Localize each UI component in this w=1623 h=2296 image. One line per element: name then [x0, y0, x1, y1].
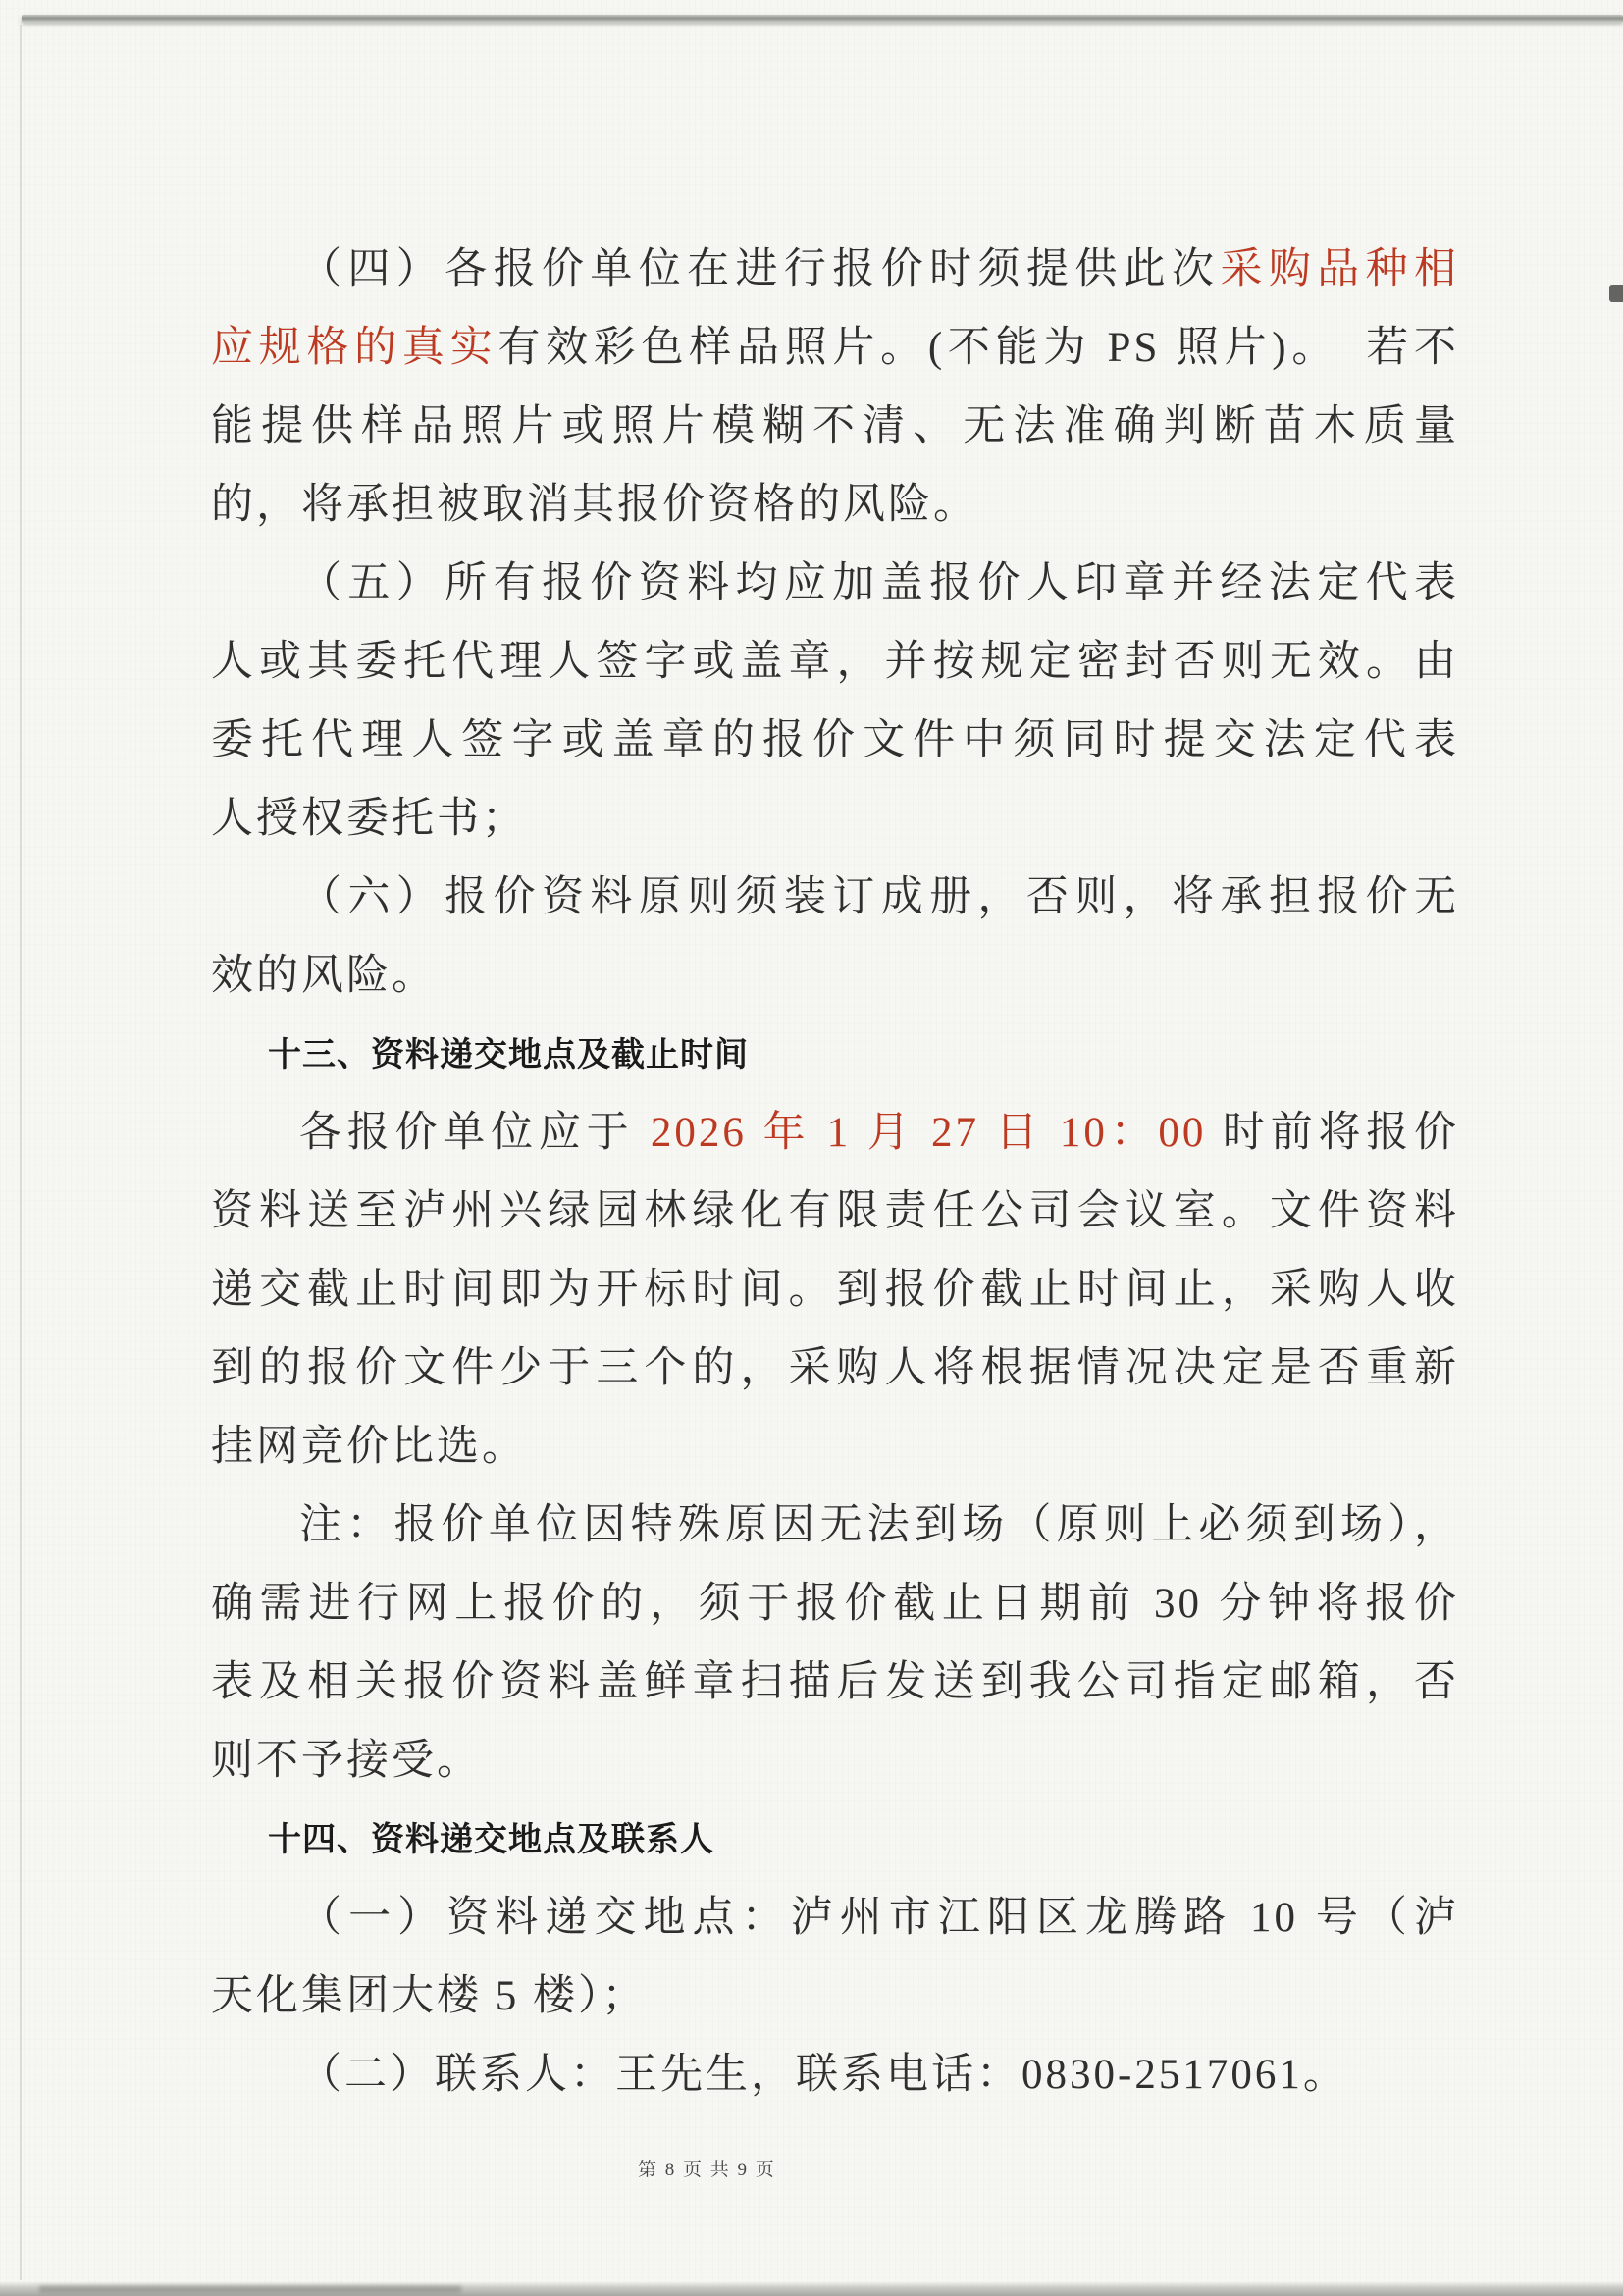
text-line	[211, 1251, 1459, 1330]
document-body	[211, 231, 1459, 2114]
text-run: 时前将报价	[1206, 1110, 1460, 1156]
text-run: 十三、资料递交地点及截止时间	[268, 1036, 749, 1073]
text-run: 人或其委托代理人签字或盖章，并按规定密封否则无效。由	[211, 639, 1459, 685]
text-run: 确需进行网上报价的，须于报价截止日期前 30 分钟将报价	[211, 1581, 1459, 1627]
text-line	[211, 466, 1459, 545]
text-line	[211, 1094, 1459, 1173]
text-line	[211, 1644, 1459, 1722]
scan-artifact-top-strip	[22, 15, 1623, 23]
text-run: 的，将承担被取消其报价资格的风险。	[211, 482, 978, 528]
text-run: 人授权委托书；	[211, 796, 527, 842]
text-line	[211, 1408, 1459, 1487]
text-run: 表及相关报价资料盖鲜章扫描后发送到我公司指定邮箱，否	[211, 1659, 1459, 1705]
scan-artifact-bottom-smudge	[39, 2286, 461, 2293]
text-run: （四）各报价单位在进行报价时须提供此次	[299, 246, 1221, 292]
text-line	[211, 1565, 1459, 1644]
section-heading	[211, 1800, 1459, 1879]
text-line	[211, 1487, 1459, 1565]
text-line	[211, 702, 1459, 780]
text-run: （五）所有报价资料均应加盖报价人印章并经法定代表	[299, 560, 1459, 606]
text-line	[211, 1957, 1459, 2036]
text-line	[211, 545, 1459, 623]
text-run: 效的风险。	[211, 953, 437, 999]
text-run: 各报价单位应于	[299, 1110, 651, 1156]
text-run: （一）资料递交地点：泸州市江阳区龙腾路 10 号（泸	[299, 1895, 1459, 1941]
text-line	[211, 388, 1459, 466]
text-line	[211, 1722, 1459, 1800]
text-line	[211, 231, 1459, 309]
text-line	[211, 937, 1459, 1016]
text-run: （二）联系人：王先生，联系电话：0830-2517061。	[299, 2052, 1348, 2098]
section-heading	[211, 1016, 1459, 1094]
text-line	[211, 859, 1459, 937]
text-line	[211, 1879, 1459, 1957]
text-run: 注：报价单位因特殊原因无法到场（原则上必须到场），	[299, 1502, 1459, 1548]
text-run: 则不予接受。	[211, 1738, 482, 1784]
text-run: 天化集团大楼 5 楼）；	[211, 1973, 648, 2019]
text-run: （六）报价资料原则须装订成册，否则，将承担报价无	[299, 874, 1459, 920]
text-line	[211, 309, 1459, 388]
text-line	[211, 623, 1459, 702]
text-run: 能提供样品照片或照片模糊不清、无法准确判断苗木质量	[211, 403, 1459, 449]
scan-artifact-right-mark	[1609, 285, 1623, 302]
page-number: 第 8 页 共 9 页	[638, 2160, 776, 2180]
highlighted-red-text: 应规格的真实	[211, 325, 498, 371]
text-line	[211, 1173, 1459, 1251]
highlighted-red-text: 采购品种相	[1220, 246, 1460, 292]
text-line	[211, 2036, 1459, 2114]
text-run: 资料送至泸州兴绿园林绿化有限责任公司会议室。文件资料	[211, 1188, 1459, 1234]
scan-artifact-left-edge	[20, 25, 22, 2280]
text-run: 有效彩色样品照片。(不能为 PS 照片)。 若不	[497, 325, 1460, 371]
text-run: 十四、资料递交地点及联系人	[268, 1821, 714, 1858]
text-line	[211, 1330, 1459, 1408]
text-run: 到的报价文件少于三个的，采购人将根据情况决定是否重新	[211, 1345, 1459, 1391]
text-line	[211, 780, 1459, 859]
highlighted-red-text: 2026 年 1 月 27 日 10：00	[650, 1110, 1207, 1156]
text-run: 挂网竞价比选。	[211, 1424, 527, 1470]
text-run: 委托代理人签字或盖章的报价文件中须同时提交法定代表	[211, 717, 1459, 763]
text-run: 递交截止时间即为开标时间。到报价截止时间止，采购人收	[211, 1267, 1459, 1313]
